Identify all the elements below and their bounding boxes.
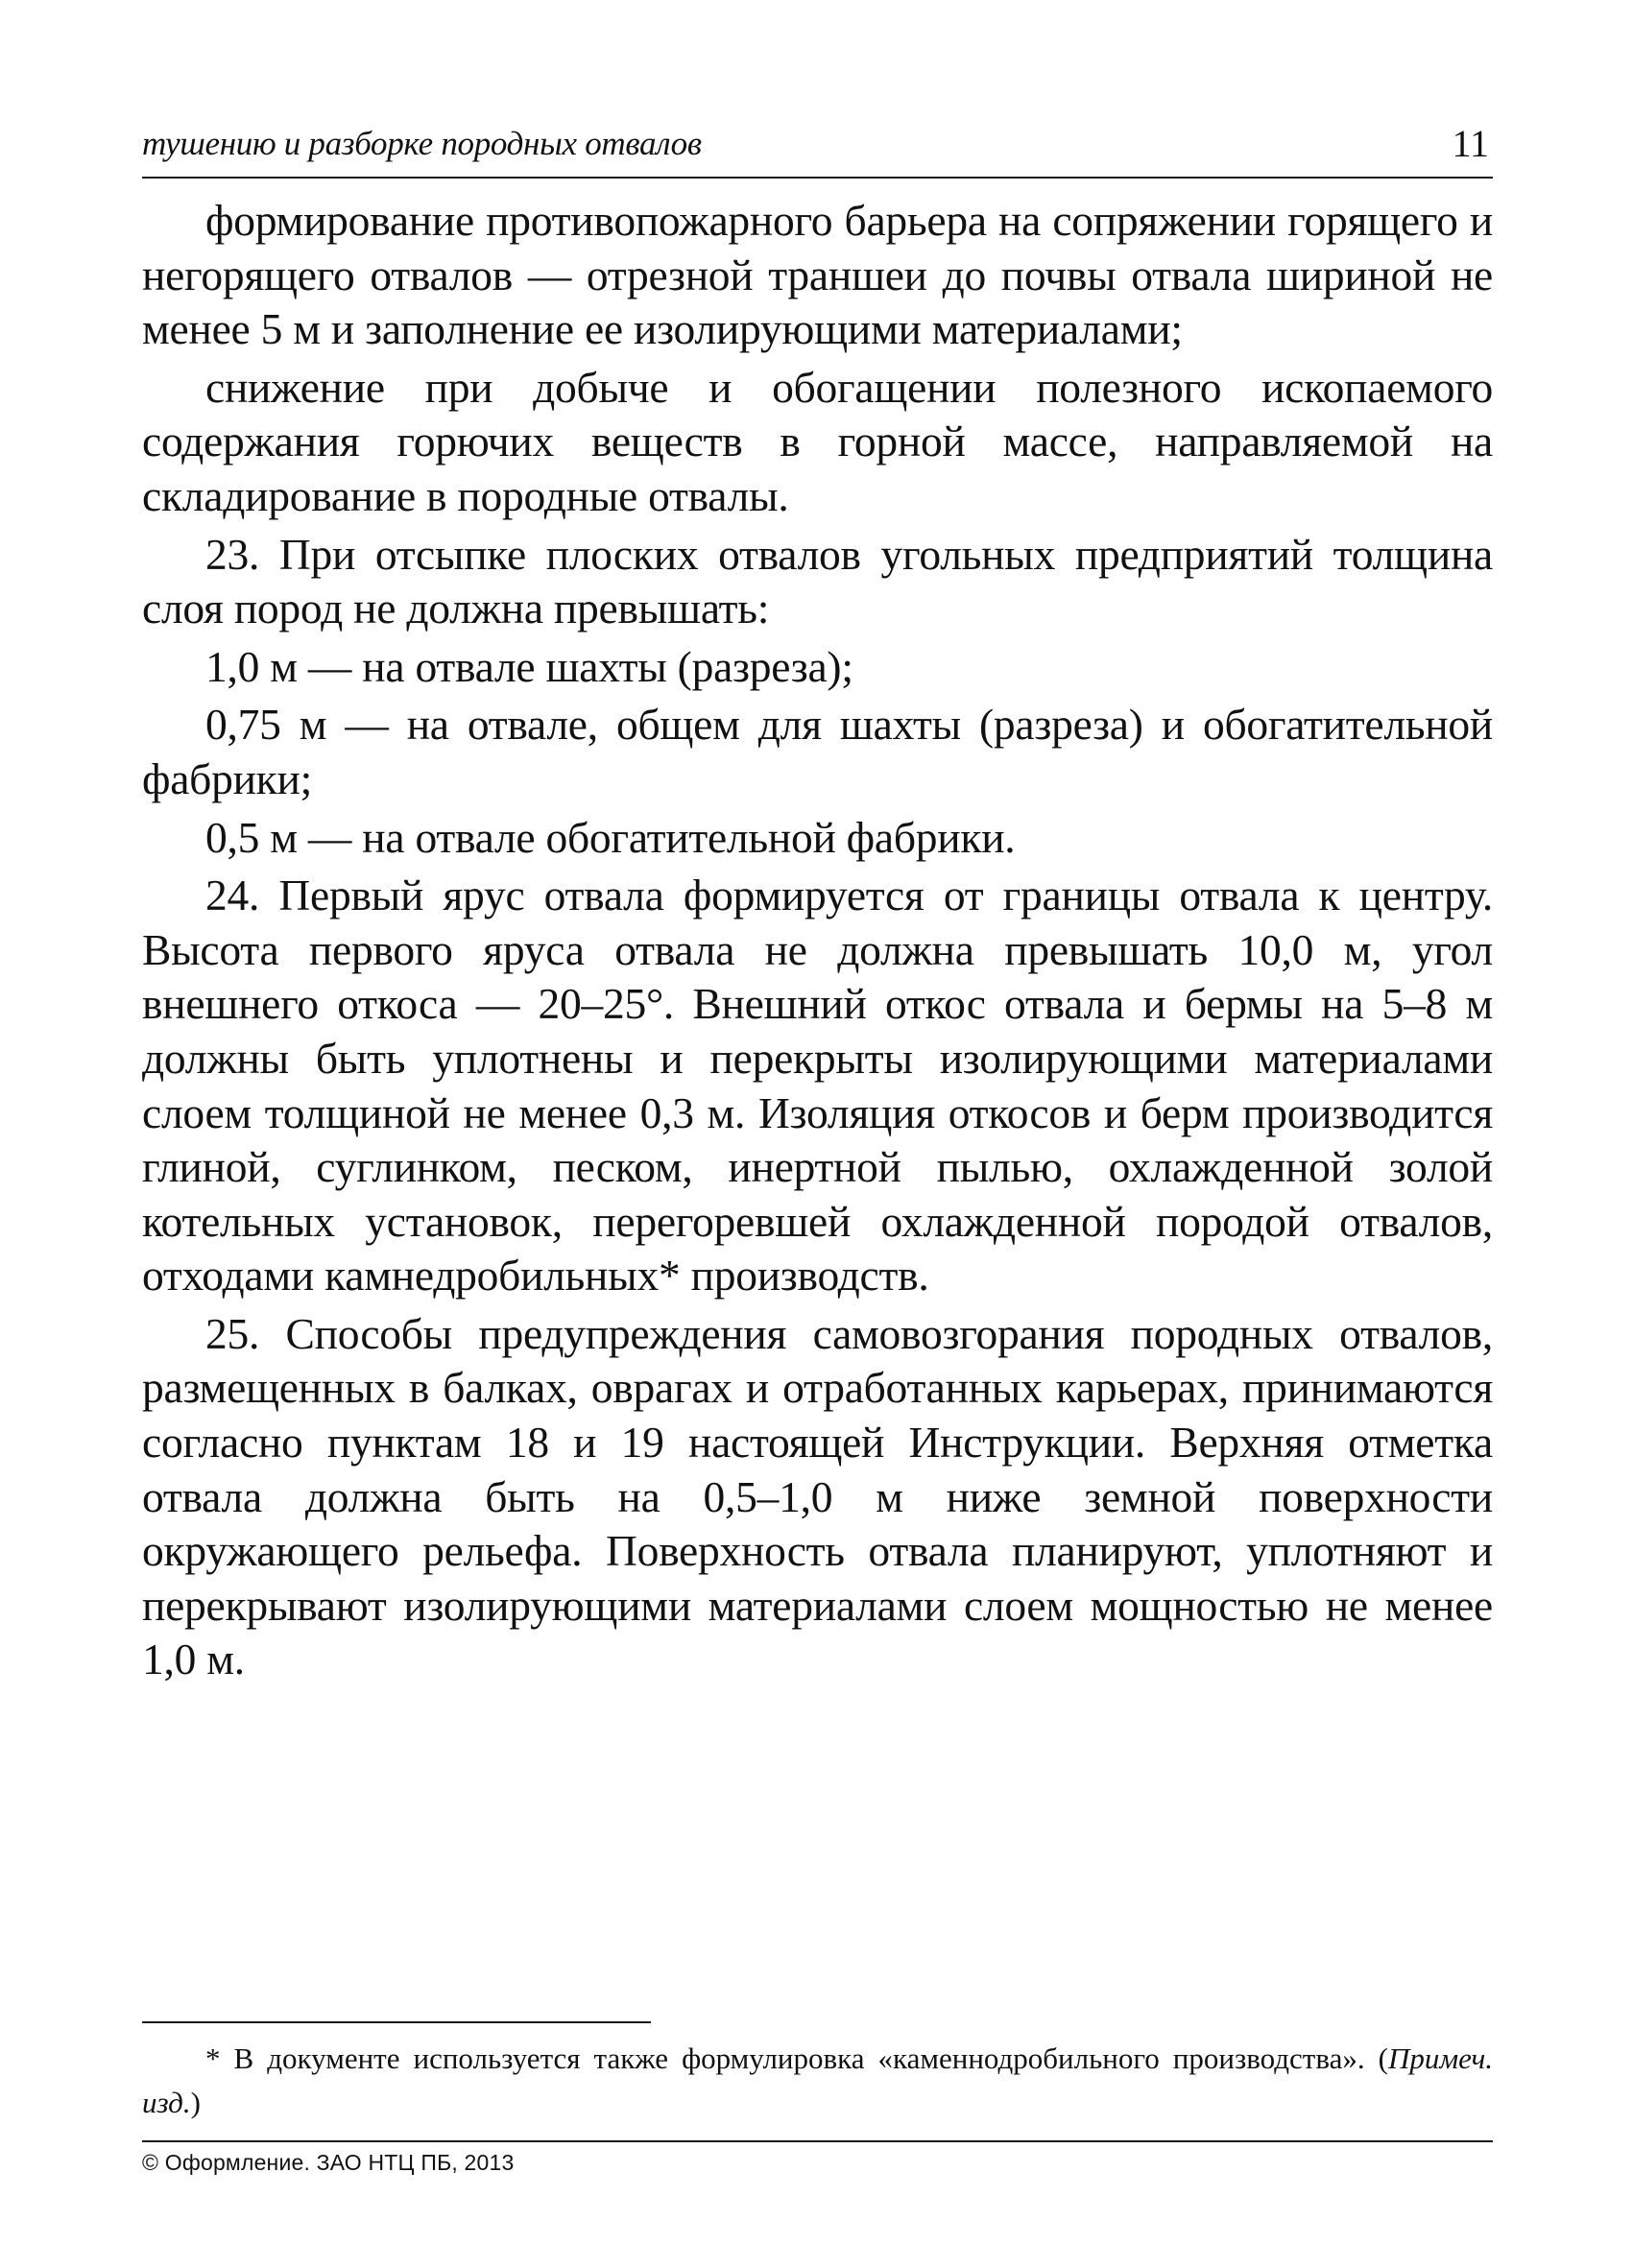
running-title: тушению и разборке породных отвалов [142, 125, 702, 162]
footnote [142, 2037, 1493, 2125]
paragraph-layer-plant: 0,5 м — на отвале обогатительной фабрики. [205, 812, 1016, 862]
footnote-editor-note: Примеч. изд. [142, 2041, 1493, 2119]
bottom-divider [142, 2140, 1493, 2142]
paragraph-item-23: 23. При отсыпке плоских отвалов угольных предприятий толщина слоя пород не должна превышать: [142, 529, 1493, 633]
running-header [142, 115, 1493, 179]
page-number: 11 [1452, 122, 1489, 165]
body-text [142, 194, 1493, 1691]
copyright-line: © Оформление. ЗАО НТЦ ПБ, 2013 [142, 2150, 515, 2175]
paragraph-layer-shared: 0,75 м — на отвале, общем для шахты (разреза) и обогатительной фабрики; [142, 700, 1493, 803]
document-page [142, 115, 1493, 2227]
footnote-text: * В документе используется также формулировка «каменнодробильного производства». ( [205, 2041, 1388, 2075]
footnote-closing: ) [190, 2086, 201, 2119]
paragraph-layer-mine: 1,0 м — на отвале шахты (разреза); [205, 641, 853, 691]
paragraph-fire-barrier: формирование противопожарного барьера на сопряжении горящего и негорящего отвалов — отрезной траншеи до почвы отвала шириной не менее 5 м и заполнение ее изолирующими материалами; [142, 196, 1493, 354]
paragraph-item-24: 24. Первый ярус отвала формируется от границы отвала к центру. Высота первого яруса отвала не должна превышать 10,0 м, угол внешнего откоса — 20–25°. Внешний откос отвала и бермы на 5–8 м должны быть уплотнены и перекрыты изолирующими материалами слоем толщиной не менее 0,3 м. Изоляция откосов и берм производится глиной, суглинком, песком, инертной пылью, охлажденной золой котельных установок, перегоревшей охлажденной породой отвалов, отходами камнедробильных* производств. [142, 871, 1493, 1301]
paragraph-combustible-reduction: снижение при добыче и обогащении полезного ископаемого содержания горючих веществ в горной массе, направляемой на складирование в породные отвалы. [142, 362, 1493, 520]
footnote-divider [142, 2021, 651, 2023]
paragraph-item-25: 25. Способы предупреждения самовозгорания породных отвалов, размещенных в балках, оврагах и отработанных карьерах, принимаются согласно пунктам 18 и 19 настоящей Инструкции. Верхняя отметка отвала должна быть на 0,5–1,0 м ниже земной поверхности окружающего рельефа. Поверхность отвала планируют, уплотняют и перекрывают изолирующими материалами слоем мощностью не менее 1,0 м. [142, 1308, 1493, 1684]
